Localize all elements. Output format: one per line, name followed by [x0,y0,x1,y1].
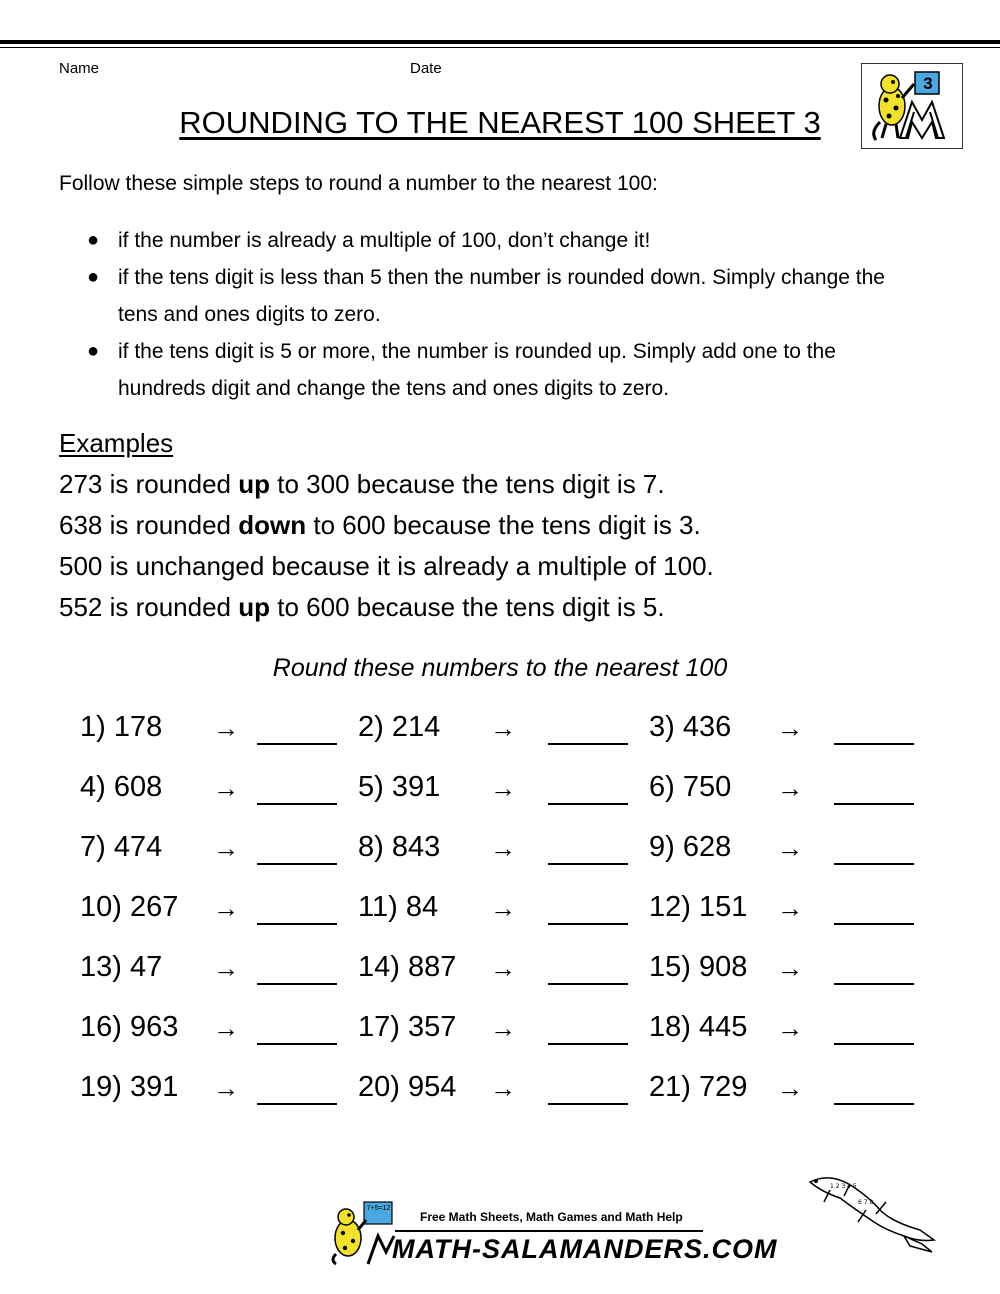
answer-blank[interactable] [834,743,914,745]
problem-number: 17) 357 [358,1011,457,1043]
answer-blank[interactable] [834,1043,914,1045]
example-line: 500 is unchanged because it is already a multiple of 100. [59,551,714,581]
problem-number: 20) 954 [358,1071,457,1103]
problem-number: 1) 178 [80,711,163,743]
name-label: Name [59,60,100,77]
rules-list [59,222,929,407]
answer-blank[interactable] [548,863,628,865]
problem-number: 3) 436 [649,711,732,743]
answer-blank[interactable] [834,983,914,985]
example-line: 273 is rounded up to 300 because the tens digit is 7. [59,469,665,499]
arrow-right-icon: → [213,953,239,983]
arrow-right-icon: → [213,773,239,803]
arrow-right-icon: → [777,1073,803,1103]
arrow-right-icon: → [777,773,803,803]
problem-number: 9) 628 [649,831,732,863]
footer-tagline: Free Math Sheets, Math Games and Math Help [420,1210,683,1224]
problem-number: 18) 445 [649,1011,748,1043]
arrow-right-icon: → [490,713,516,743]
arrow-right-icon: → [213,713,239,743]
bullet-icon: ● [87,229,100,251]
list-item [59,259,929,333]
problem-number: 16) 963 [80,1011,179,1043]
arrow-right-icon: → [490,1073,516,1103]
arrow-right-icon: → [490,1013,516,1043]
footer-divider [395,1230,703,1232]
arrow-right-icon: → [213,1013,239,1043]
problem-number: 6) 750 [649,771,732,803]
arrow-right-icon: → [213,1073,239,1103]
bullet-icon: ● [87,340,100,362]
answer-blank[interactable] [257,803,337,805]
arrow-right-icon: → [777,833,803,863]
salamander-drawing-icon [800,1170,940,1260]
problem-number: 11) 84 [358,891,439,923]
salamander-drawing [800,1170,940,1265]
logo-number: 3 [923,74,933,93]
footer-salamander-logo [326,1200,396,1271]
answer-blank[interactable] [257,743,337,745]
answer-blank[interactable] [257,923,337,925]
example-line: 638 is rounded down to 600 because the tens digit is 3. [59,510,701,540]
arrow-right-icon: → [777,893,803,923]
arrow-right-icon: → [213,893,239,923]
example-line: 552 is rounded up to 600 because the tens digit is 5. [59,592,665,622]
problem-number: 10) 267 [80,891,179,923]
answer-blank[interactable] [257,1043,337,1045]
problem-number: 13) 47 [80,951,163,983]
salamander-logo [861,63,963,149]
answer-blank[interactable] [834,1103,914,1105]
arrow-right-icon: → [490,893,516,923]
answer-blank[interactable] [834,923,914,925]
svg-text:6 7 8: 6 7 8 [858,1199,874,1206]
footer-logo-badge: 7+5=12 [366,1205,391,1212]
problem-number: 21) 729 [649,1071,748,1103]
answer-blank[interactable] [834,863,914,865]
answer-blank[interactable] [257,983,337,985]
answer-blank[interactable] [548,1103,628,1105]
answer-blank[interactable] [834,803,914,805]
problem-number: 15) 908 [649,951,748,983]
examples-heading: Examples [59,428,174,458]
answer-blank[interactable] [257,863,337,865]
arrow-right-icon: → [490,773,516,803]
list-item [59,333,929,407]
answer-blank[interactable] [548,743,628,745]
problem-number: 2) 214 [358,711,441,743]
answer-blank[interactable] [548,1043,628,1045]
instruction-text: Round these numbers to the nearest 100 [272,654,728,682]
answer-blank[interactable] [257,1103,337,1105]
top-border-thick [0,40,1000,44]
list-item [59,222,929,259]
bullet-icon: ● [87,266,100,288]
problem-number: 12) 151 [649,891,748,923]
rule-text: if the number is already a multiple of 100, don’t change it! [118,229,651,252]
problem-number: 5) 391 [358,771,441,803]
arrow-right-icon: → [777,1013,803,1043]
arrow-right-icon: → [490,833,516,863]
answer-blank[interactable] [548,923,628,925]
svg-text:1 2 3 4 5: 1 2 3 4 5 [830,1183,857,1190]
answer-blank[interactable] [548,983,628,985]
arrow-right-icon: → [490,953,516,983]
date-label: Date [410,60,442,77]
arrow-right-icon: → [777,713,803,743]
answer-blank[interactable] [548,803,628,805]
problem-number: 4) 608 [80,771,163,803]
intro-text: Follow these simple steps to round a number to the nearest 100: [59,172,658,195]
problem-number: 7) 474 [80,831,163,863]
page-title: ROUNDING TO THE NEAREST 100 SHEET 3 [179,105,821,140]
top-border-thin [0,47,1000,48]
arrow-right-icon: → [777,953,803,983]
problem-number: 19) 391 [80,1071,179,1103]
rule-text: if the tens digit is 5 or more, the number is rounded up. Simply add one to the hundreds digit and change the tens and ones digits to zero. [118,340,836,400]
arrow-right-icon: → [213,833,239,863]
problem-number: 8) 843 [358,831,441,863]
footer-brand: MATH-SALAMANDERS.COM [392,1234,778,1264]
rule-text: if the tens digit is less than 5 then the number is rounded down. Simply change the tens and ones digits to zero. [118,266,885,326]
salamander-logo-icon [862,64,962,148]
problem-number: 14) 887 [358,951,457,983]
